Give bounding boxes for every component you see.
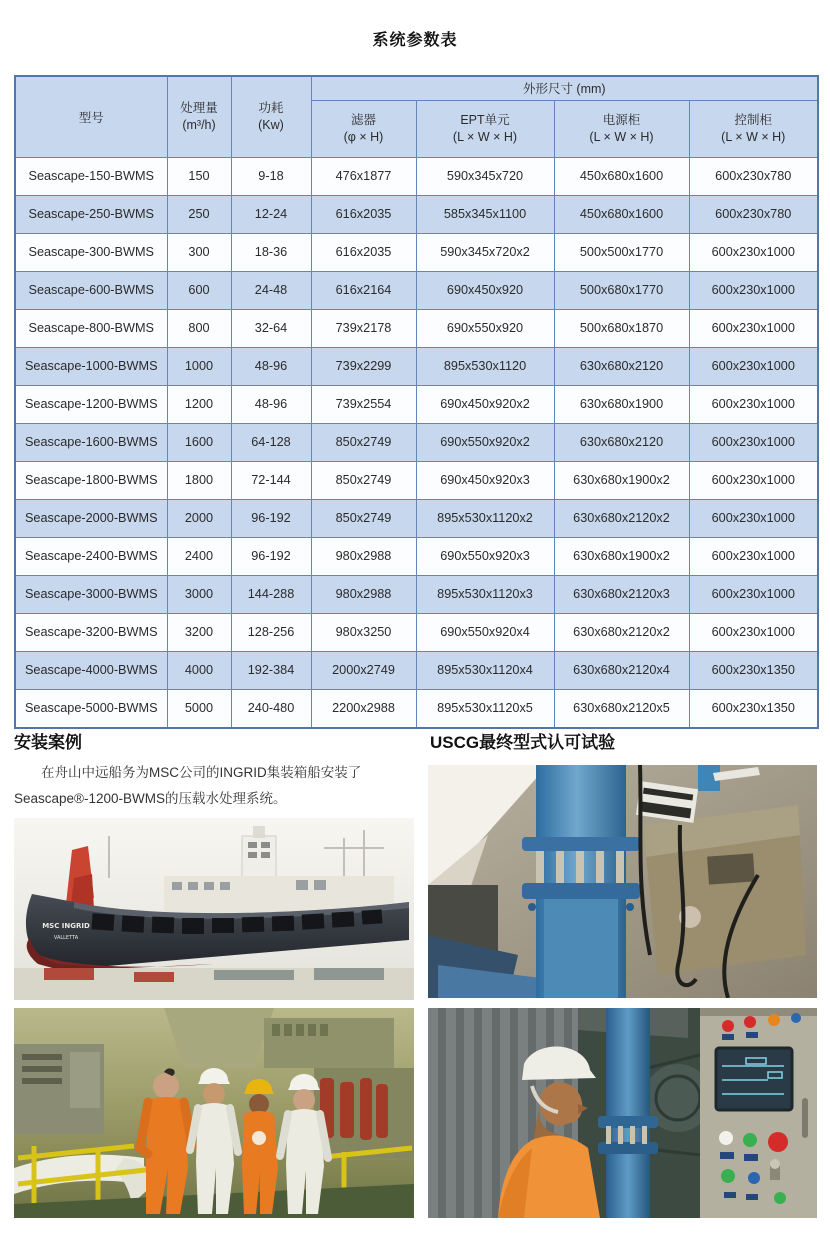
cell-power-cabinet: 630x680x2120 (554, 423, 689, 461)
ship-photo-illustration (14, 818, 414, 1000)
cell-power-cabinet: 500x680x1870 (554, 309, 689, 347)
cell-control-cabinet: 600x230x1000 (689, 537, 818, 575)
cell-control-cabinet: 600x230x1000 (689, 309, 818, 347)
cell-power: 240-480 (231, 689, 311, 728)
cell-filter: 2200x2988 (311, 689, 416, 728)
cell-capacity: 1600 (167, 423, 231, 461)
cell-power: 12-24 (231, 195, 311, 233)
col-header-filter: 滤器 (φ × H) (311, 100, 416, 157)
table-row (15, 499, 818, 537)
cell-power-cabinet: 450x680x1600 (554, 157, 689, 195)
pipe-photo-illustration (428, 765, 817, 998)
col-header-ept-unit: EPT单元 (L × W × H) (416, 100, 554, 157)
table-row (15, 157, 818, 195)
cell-filter: 850x2749 (311, 461, 416, 499)
cell-filter: 616x2164 (311, 271, 416, 309)
cell-control-cabinet: 600x230x1000 (689, 499, 818, 537)
col-header-dimensions-group: 外形尺寸 (mm) (311, 76, 818, 100)
cell-capacity: 1000 (167, 347, 231, 385)
cell-power-cabinet: 500x500x1770 (554, 233, 689, 271)
cell-capacity: 1200 (167, 385, 231, 423)
installation-case-heading: 安装案例 (14, 733, 82, 752)
col-header-power: 功耗 (Kw) (231, 76, 311, 157)
cell-power: 128-256 (231, 613, 311, 651)
installation-case-paragraph: 在舟山中远船务为MSC公司的INGRID集装箱船安装了Seascape®-1200-BWMS的压载水处理系统。 (14, 765, 362, 807)
cell-model: Seascape-2000-BWMS (15, 499, 167, 537)
cell-filter: 739x2299 (311, 347, 416, 385)
cell-capacity: 800 (167, 309, 231, 347)
cell-ept: 895x530x1120x4 (416, 651, 554, 689)
cell-power-cabinet: 630x680x1900x2 (554, 461, 689, 499)
cell-power-cabinet: 630x680x2120 (554, 347, 689, 385)
crew-photo-illustration (14, 1008, 414, 1218)
cell-model: Seascape-4000-BWMS (15, 651, 167, 689)
cell-power-cabinet: 450x680x1600 (554, 195, 689, 233)
cell-power: 192-384 (231, 651, 311, 689)
control-panel-operator-photo (428, 1008, 817, 1218)
cell-power: 48-96 (231, 347, 311, 385)
cell-filter: 980x2988 (311, 537, 416, 575)
cell-ept: 895x530x1120x2 (416, 499, 554, 537)
pipe-installation-photo (428, 765, 817, 998)
cell-model: Seascape-2400-BWMS (15, 537, 167, 575)
cell-model: Seascape-600-BWMS (15, 271, 167, 309)
cell-capacity: 4000 (167, 651, 231, 689)
cell-capacity: 2000 (167, 499, 231, 537)
table-row (15, 347, 818, 385)
cell-filter: 2000x2749 (311, 651, 416, 689)
table-row (15, 309, 818, 347)
cell-model: Seascape-800-BWMS (15, 309, 167, 347)
cell-filter: 739x2178 (311, 309, 416, 347)
header-row-group (15, 76, 818, 100)
cell-power-cabinet: 630x680x1900 (554, 385, 689, 423)
cell-capacity: 150 (167, 157, 231, 195)
cell-control-cabinet: 600x230x1350 (689, 651, 818, 689)
cell-power: 9-18 (231, 157, 311, 195)
cell-model: Seascape-300-BWMS (15, 233, 167, 271)
cell-power-cabinet: 500x680x1770 (554, 271, 689, 309)
cell-control-cabinet: 600x230x1350 (689, 689, 818, 728)
cell-capacity: 250 (167, 195, 231, 233)
cell-capacity: 3000 (167, 575, 231, 613)
table-row (15, 423, 818, 461)
cell-ept: 895x530x1120x3 (416, 575, 554, 613)
cell-model: Seascape-3000-BWMS (15, 575, 167, 613)
cell-filter: 476x1877 (311, 157, 416, 195)
cell-capacity: 3200 (167, 613, 231, 651)
cell-ept: 585x345x1100 (416, 195, 554, 233)
cell-filter: 850x2749 (311, 499, 416, 537)
cell-power: 64-128 (231, 423, 311, 461)
col-header-control-cabinet: 控制柜 (L × W × H) (689, 100, 818, 157)
cell-model: Seascape-1800-BWMS (15, 461, 167, 499)
cell-model: Seascape-1000-BWMS (15, 347, 167, 385)
uscg-type-approval-heading: USCG最终型式认可试验 (430, 733, 616, 752)
cell-capacity: 600 (167, 271, 231, 309)
cell-filter: 980x3250 (311, 613, 416, 651)
table-row (15, 195, 818, 233)
cell-ept: 590x345x720x2 (416, 233, 554, 271)
cell-control-cabinet: 600x230x780 (689, 157, 818, 195)
cell-ept: 895x530x1120x5 (416, 689, 554, 728)
table-row (15, 537, 818, 575)
cell-ept: 690x450x920x3 (416, 461, 554, 499)
svg-text:MSC INGRID: MSC INGRID (42, 922, 90, 930)
cell-power: 72-144 (231, 461, 311, 499)
cell-filter: 739x2554 (311, 385, 416, 423)
svg-text:VALLETTA: VALLETTA (53, 935, 79, 941)
cell-model: Seascape-150-BWMS (15, 157, 167, 195)
engine-room-crew-photo (14, 1008, 414, 1218)
col-header-capacity: 处理量 (m³/h) (167, 76, 231, 157)
cell-filter: 616x2035 (311, 195, 416, 233)
cell-power-cabinet: 630x680x2120x5 (554, 689, 689, 728)
cell-power-cabinet: 630x680x2120x2 (554, 613, 689, 651)
cell-ept: 690x550x920x2 (416, 423, 554, 461)
table-row (15, 385, 818, 423)
cell-control-cabinet: 600x230x780 (689, 195, 818, 233)
cell-model: Seascape-1600-BWMS (15, 423, 167, 461)
cell-model: Seascape-3200-BWMS (15, 613, 167, 651)
cell-capacity: 5000 (167, 689, 231, 728)
cell-control-cabinet: 600x230x1000 (689, 423, 818, 461)
cell-ept: 690x450x920x2 (416, 385, 554, 423)
cell-ept: 690x450x920 (416, 271, 554, 309)
cell-power: 96-192 (231, 499, 311, 537)
system-parameter-table-wrap (14, 75, 817, 729)
cell-ept: 690x550x920x4 (416, 613, 554, 651)
table-row (15, 651, 818, 689)
cell-filter: 850x2749 (311, 423, 416, 461)
table-row (15, 461, 818, 499)
cell-control-cabinet: 600x230x1000 (689, 461, 818, 499)
col-header-model: 型号 (15, 76, 167, 157)
cell-ept: 895x530x1120 (416, 347, 554, 385)
cell-power: 24-48 (231, 271, 311, 309)
table-row (15, 689, 818, 728)
cell-control-cabinet: 600x230x1000 (689, 271, 818, 309)
cell-power: 96-192 (231, 537, 311, 575)
table-row (15, 613, 818, 651)
cell-control-cabinet: 600x230x1000 (689, 613, 818, 651)
cell-capacity: 300 (167, 233, 231, 271)
table-body (15, 157, 818, 728)
col-header-power-cabinet: 电源柜 (L × W × H) (554, 100, 689, 157)
page-title: 系统参数表 (372, 32, 458, 49)
cell-power: 144-288 (231, 575, 311, 613)
cell-ept: 690x550x920x3 (416, 537, 554, 575)
table-row (15, 575, 818, 613)
cell-capacity: 1800 (167, 461, 231, 499)
cell-model: Seascape-250-BWMS (15, 195, 167, 233)
cell-power: 18-36 (231, 233, 311, 271)
cell-power: 32-64 (231, 309, 311, 347)
ship-photo (14, 818, 414, 1000)
cell-control-cabinet: 600x230x1000 (689, 233, 818, 271)
cell-power-cabinet: 630x680x2120x4 (554, 651, 689, 689)
system-parameter-table (14, 75, 819, 729)
cell-control-cabinet: 600x230x1000 (689, 347, 818, 385)
cell-filter: 616x2035 (311, 233, 416, 271)
cell-ept: 590x345x720 (416, 157, 554, 195)
table-row (15, 233, 818, 271)
cell-power-cabinet: 630x680x2120x2 (554, 499, 689, 537)
cell-power-cabinet: 630x680x2120x3 (554, 575, 689, 613)
table-row (15, 271, 818, 309)
cell-capacity: 2400 (167, 537, 231, 575)
cell-filter: 980x2988 (311, 575, 416, 613)
cell-power-cabinet: 630x680x1900x2 (554, 537, 689, 575)
cell-model: Seascape-1200-BWMS (15, 385, 167, 423)
cell-model: Seascape-5000-BWMS (15, 689, 167, 728)
cell-control-cabinet: 600x230x1000 (689, 575, 818, 613)
panel-photo-illustration (428, 1008, 817, 1218)
cell-power: 48-96 (231, 385, 311, 423)
cell-ept: 690x550x920 (416, 309, 554, 347)
cell-control-cabinet: 600x230x1000 (689, 385, 818, 423)
